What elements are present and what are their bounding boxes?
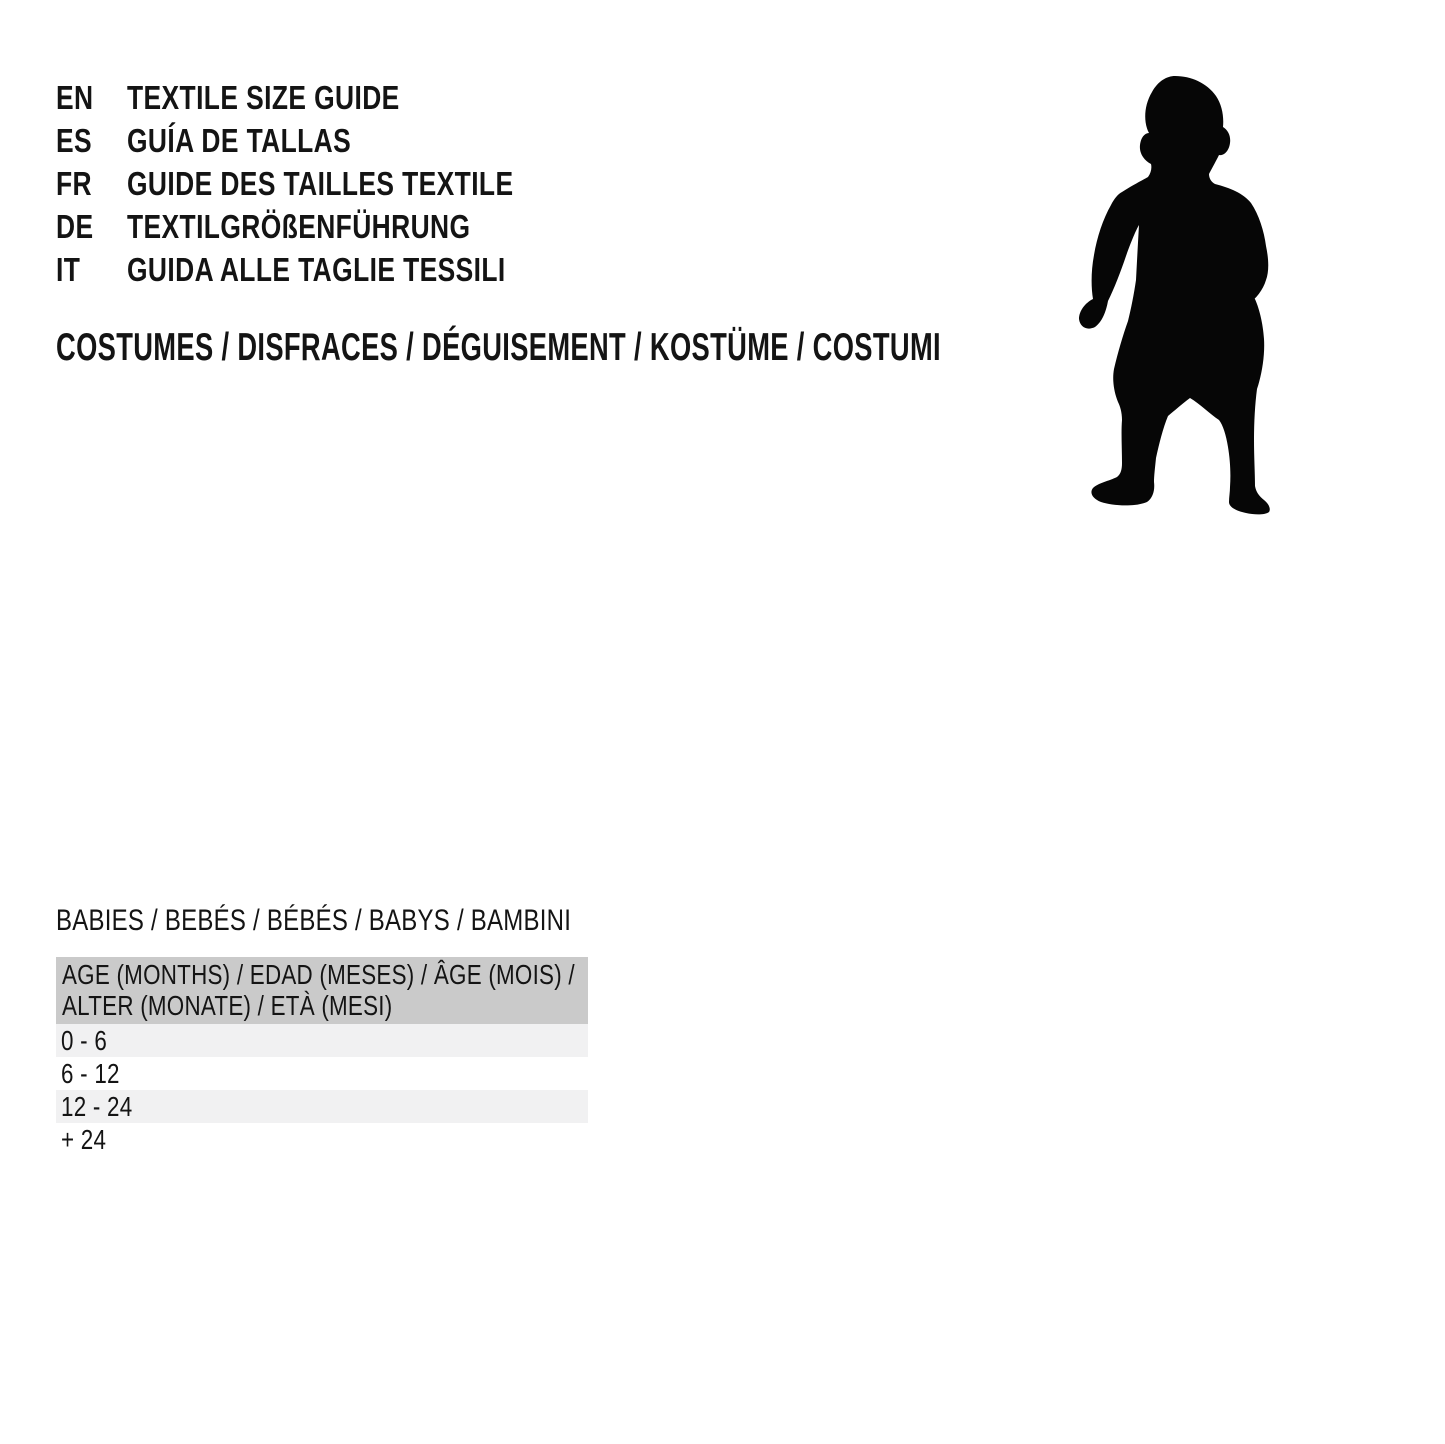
language-title: GUIDA ALLE TAGLIE TESSILI xyxy=(127,250,506,288)
language-title-list xyxy=(56,76,610,291)
age-range-value: 0 - 6 xyxy=(61,1025,108,1056)
babies-section-heading xyxy=(56,902,700,940)
age-size-table xyxy=(56,957,588,1156)
category-heading-text: COSTUMES / DISFRACES / DÉGUISEMENT / KOSTÜME / COSTUMI xyxy=(56,325,941,369)
language-title: TEXTILE SIZE GUIDE xyxy=(127,78,400,116)
language-code: EN xyxy=(56,78,94,116)
baby-toddler-silhouette-shape xyxy=(1079,76,1270,514)
language-row-es xyxy=(56,119,610,162)
language-title: GUIDE DES TAILLES TEXTILE xyxy=(127,164,514,202)
age-table-row xyxy=(56,1090,588,1123)
language-code: ES xyxy=(56,121,93,159)
language-code: IT xyxy=(56,250,81,288)
age-range-value: + 24 xyxy=(61,1124,107,1155)
age-header-line-2: ALTER (MONATE) / ETÀ (MESI) xyxy=(62,990,393,1021)
language-code: FR xyxy=(56,164,92,202)
age-table-row xyxy=(56,1057,588,1090)
language-row-en xyxy=(56,76,610,119)
age-table-row xyxy=(56,1123,588,1156)
age-table-header xyxy=(56,957,588,1024)
language-row-fr xyxy=(56,162,610,205)
language-row-de xyxy=(56,205,610,248)
age-range-value: 12 - 24 xyxy=(61,1091,133,1122)
baby-toddler-silhouette-icon xyxy=(1078,74,1272,518)
language-code: DE xyxy=(56,207,94,245)
age-table-row xyxy=(56,1024,588,1057)
babies-section-heading-text: BABIES / BEBÉS / BÉBÉS / BABYS / BAMBINI xyxy=(56,904,572,937)
age-range-value: 6 - 12 xyxy=(61,1058,120,1089)
language-title: TEXTILGRÖßENFÜHRUNG xyxy=(127,207,471,245)
language-row-it xyxy=(56,248,610,291)
age-header-line-1: AGE (MONTHS) / EDAD (MESES) / ÂGE (MOIS) / xyxy=(62,959,575,990)
language-title: GUÍA DE TALLAS xyxy=(127,121,352,159)
